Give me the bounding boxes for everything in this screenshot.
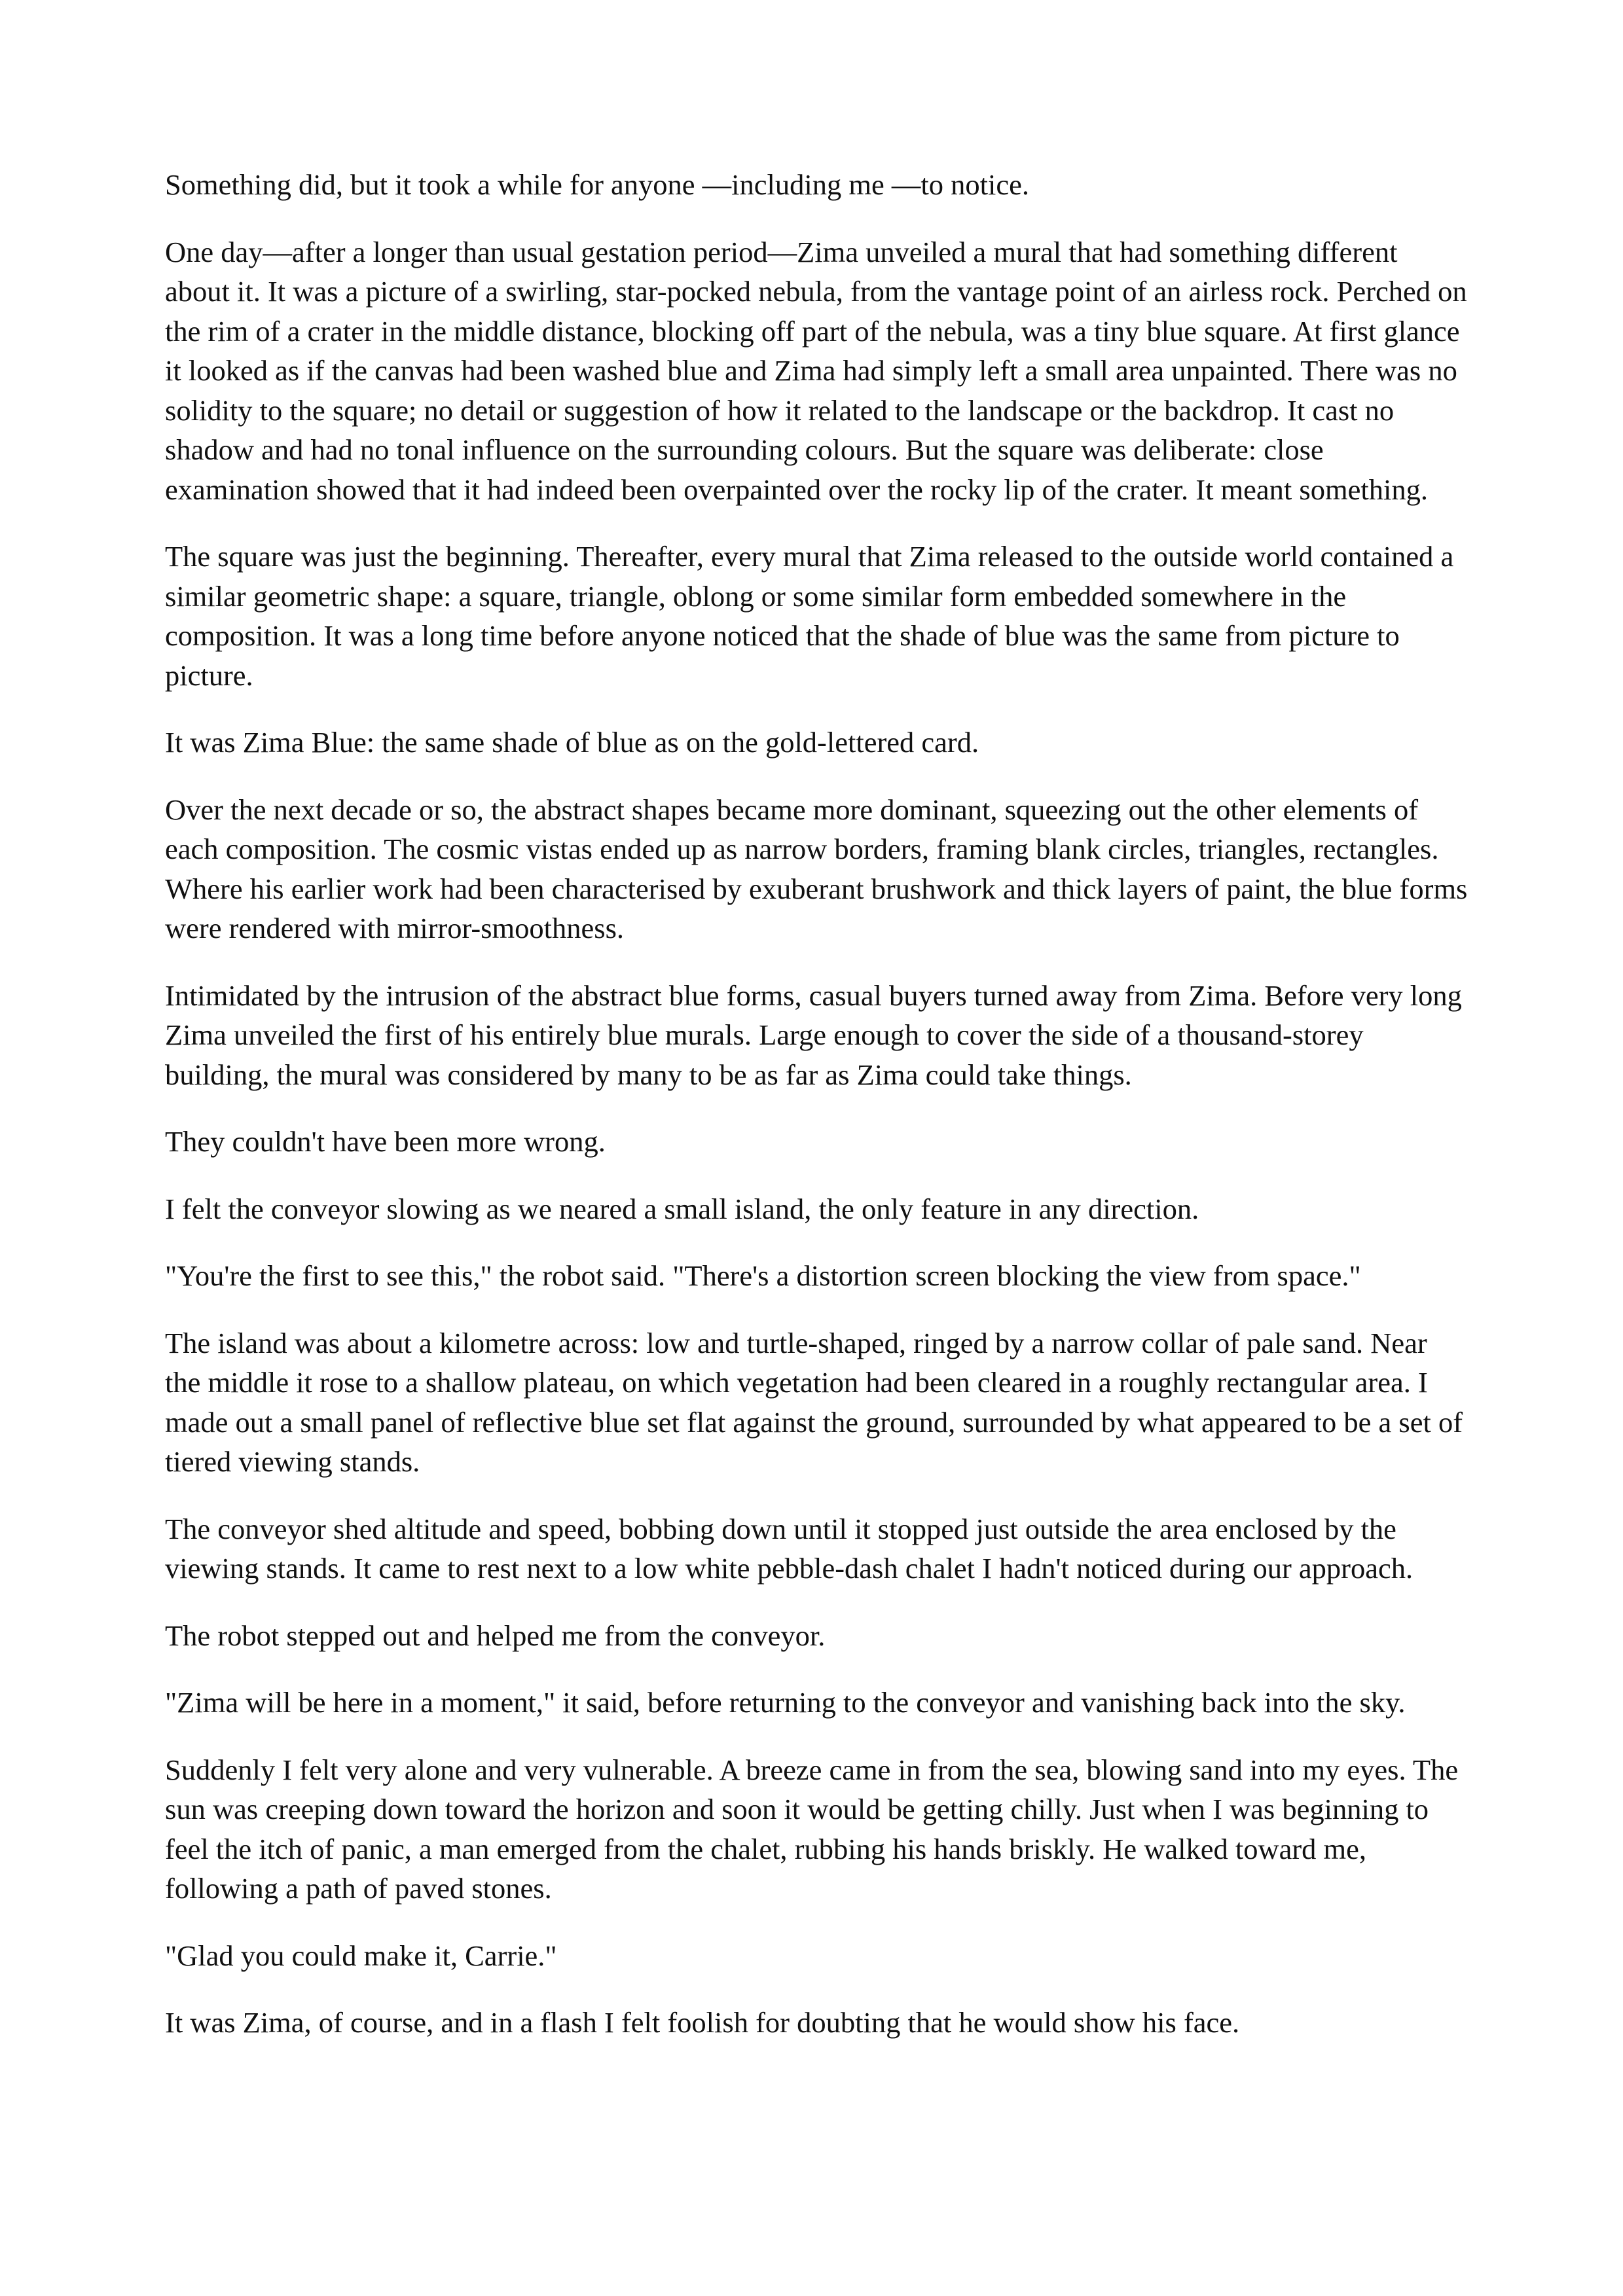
paragraph-6: Intimidated by the intrusion of the abstract blue forms, casual buyers turned away from Zima. Before very long Zima unveiled the first of his entirely blue murals. Large enough to cover the side of a thousand-storey building, the mural was considered by many to be as far as Zima could take things. (165, 978, 1462, 1091)
paragraph-10: The island was about a kilometre across: low and turtle-shaped, ringed by a narrow collar of pale sand. Near the middle it rose to a shallow plateau, on which vegetation had been cleared in a roughly rectangular area. I made out a small panel of reflective blue set flat against the ground, surrounded by what appeared to be a set of tiered viewing stands. (165, 1326, 1463, 1478)
paragraph-16: It was Zima, of course, and in a flash I felt foolish for doubting that he would show his face. (165, 2006, 1240, 2039)
paragraph-11: The conveyor shed altitude and speed, bobbing down until it stopped just outside the area enclosed by the viewing stands. It came to rest next to a low white pebble-dash chalet I hadn't noticed during our approach. (165, 1512, 1413, 1585)
paragraph-3: The square was just the beginning. Thereafter, every mural that Zima released to the outside world contained a similar geometric shape: a square, triangle, oblong or some similar form embedded somewhere in the composition. It was a long time before anyone noticed that the shade of blue was the same from picture to picture. (165, 540, 1454, 692)
paragraph-15: "Glad you could make it, Carrie." (165, 1939, 557, 1972)
paragraph-4: It was Zima Blue: the same shade of blue as on the gold-lettered card. (165, 726, 979, 759)
paragraph-8: I felt the conveyor slowing as we neared a small island, the only feature in any direction. (165, 1192, 1199, 1225)
paragraph-9: "You're the first to see this," the robot said. "There's a distortion screen blocking the view from space." (165, 1259, 1361, 1292)
body-text (165, 165, 1468, 2070)
paragraph-1: Something did, but it took a while for anyone —including me —to notice. (165, 168, 1029, 201)
paragraph-13: "Zima will be here in a moment," it said, before returning to the conveyor and vanishing back into the sky. (165, 1686, 1406, 1719)
paragraph-12: The robot stepped out and helped me from the conveyor. (165, 1619, 826, 1652)
paragraph-14: Suddenly I felt very alone and very vulnerable. A breeze came in from the sea, blowing sand into my eyes. The sun was creeping down toward the horizon and soon it would be getting chilly. Just when I was beginning to feel the itch of panic, a man emerged from the chalet, rubbing his hands briskly. He walked toward me, following a path of paved stones. (165, 1753, 1459, 1905)
paragraph-7: They couldn't have been more wrong. (165, 1125, 606, 1158)
paragraph-2: One day—after a longer than usual gestation period—Zima unveiled a mural that had something different about it. It was a picture of a swirling, star-pocked nebula, from the vantage point of an airless rock. Perched on the rim of a crater in the middle distance, blocking off part of the nebula, was a tiny blue square. At first glance it looked as if the canvas had been washed blue and Zima had simply left a small area unpainted. There was no solidity to the square; no detail or suggestion of how it related to the landscape or the backdrop. It cast no shadow and had no tonal influence on the surrounding colours. But the square was deliberate: close examination showed that it had indeed been overpainted over the rocky lip of the crater. It meant something. (165, 235, 1467, 506)
paragraph-5: Over the next decade or so, the abstract shapes became more dominant, squeezing out the other elements of each composition. The cosmic vistas ended up as narrow borders, framing blank circles, triangles, rectangles. Where his earlier work had been characterised by exuberant brushwork and thick layers of paint, the blue forms were rendered with mirror-smoothness. (165, 793, 1468, 944)
